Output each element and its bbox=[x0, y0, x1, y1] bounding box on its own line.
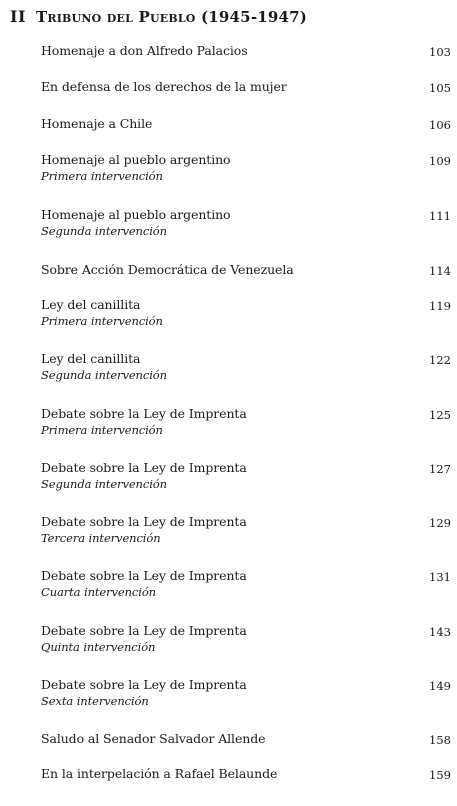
toc-entry bbox=[41, 152, 451, 192]
toc-entry-subtitle: Cuarta intervención bbox=[41, 585, 156, 599]
toc-entry-page-number: 127 bbox=[429, 462, 451, 476]
toc-entry-title: Debate sobre la Ley de Imprenta bbox=[41, 623, 247, 638]
toc-entry-title: Saludo al Senador Salvador Allende bbox=[41, 731, 266, 746]
toc-entry-page-number: 111 bbox=[429, 209, 451, 223]
toc-entry-subtitle: Quinta intervención bbox=[41, 640, 156, 654]
toc-entry bbox=[41, 514, 451, 554]
toc-entry-subtitle: Segunda intervención bbox=[41, 224, 167, 238]
toc-entry bbox=[41, 623, 451, 663]
toc-entry-title: En defensa de los derechos de la mujer bbox=[41, 79, 287, 94]
toc-entry-title: Ley del canillita bbox=[41, 351, 141, 366]
toc-entry bbox=[41, 43, 451, 83]
toc-entry bbox=[41, 677, 451, 717]
toc-entry bbox=[41, 731, 451, 771]
toc-entry bbox=[41, 297, 451, 337]
toc-entry-title: Ley del canillita bbox=[41, 297, 141, 312]
toc-entry-page-number: 109 bbox=[429, 154, 451, 168]
toc-entry bbox=[41, 79, 451, 119]
toc-entry-subtitle: Segunda intervención bbox=[41, 368, 167, 382]
toc-entry-title: Debate sobre la Ley de Imprenta bbox=[41, 514, 247, 529]
toc-entry-subtitle: Primera intervención bbox=[41, 169, 163, 183]
toc-entry-page-number: 106 bbox=[429, 118, 451, 132]
toc-entry-page-number: 131 bbox=[429, 570, 451, 584]
toc-entry bbox=[41, 766, 451, 806]
toc-entry-title: Homenaje al pueblo argentino bbox=[41, 152, 231, 167]
toc-entry-title: Homenaje a Chile bbox=[41, 116, 153, 131]
toc-entry-page-number: 129 bbox=[429, 516, 451, 530]
toc-entry bbox=[41, 207, 451, 247]
toc-entry-page-number: 158 bbox=[429, 733, 451, 747]
toc-entry-title: Homenaje al pueblo argentino bbox=[41, 207, 231, 222]
section-title: Tribuno del Pueblo (1945-1947) bbox=[36, 8, 308, 26]
toc-entry-subtitle: Primera intervención bbox=[41, 423, 163, 437]
toc-entry bbox=[41, 406, 451, 446]
toc-entry-page-number: 125 bbox=[429, 408, 451, 422]
section-numeral: II bbox=[10, 7, 26, 26]
toc-entry-title: Debate sobre la Ley de Imprenta bbox=[41, 568, 247, 583]
toc-entry bbox=[41, 351, 451, 391]
toc-entry-title: En la interpelación a Rafael Belaunde bbox=[41, 766, 278, 781]
toc-entry-title: Debate sobre la Ley de Imprenta bbox=[41, 460, 247, 475]
toc-entry-page-number: 122 bbox=[429, 353, 451, 367]
toc-entry-page-number: 159 bbox=[429, 768, 451, 782]
toc-entry-subtitle: Sexta intervención bbox=[41, 694, 149, 708]
toc-entry-title: Debate sobre la Ley de Imprenta bbox=[41, 677, 247, 692]
toc-entry-title: Debate sobre la Ley de Imprenta bbox=[41, 406, 247, 421]
toc-entry-page-number: 119 bbox=[429, 299, 451, 313]
toc-entry bbox=[41, 262, 451, 302]
toc-entry-subtitle: Segunda intervención bbox=[41, 477, 167, 491]
toc-entry bbox=[41, 568, 451, 608]
toc-entry bbox=[41, 116, 451, 156]
toc-list bbox=[41, 0, 451, 800]
toc-entry bbox=[41, 460, 451, 500]
toc-entry-title: Sobre Acción Democrática de Venezuela bbox=[41, 262, 294, 277]
toc-entry-title: Homenaje a don Alfredo Palacios bbox=[41, 43, 248, 58]
toc-entry-page-number: 149 bbox=[429, 679, 451, 693]
toc-entry-page-number: 143 bbox=[429, 625, 451, 639]
toc-entry-page-number: 103 bbox=[429, 45, 451, 59]
toc-entry-page-number: 114 bbox=[429, 264, 451, 278]
toc-entry-subtitle: Primera intervención bbox=[41, 314, 163, 328]
toc-entry-page-number: 105 bbox=[429, 81, 451, 95]
toc-entry-subtitle: Tercera intervención bbox=[41, 531, 161, 545]
